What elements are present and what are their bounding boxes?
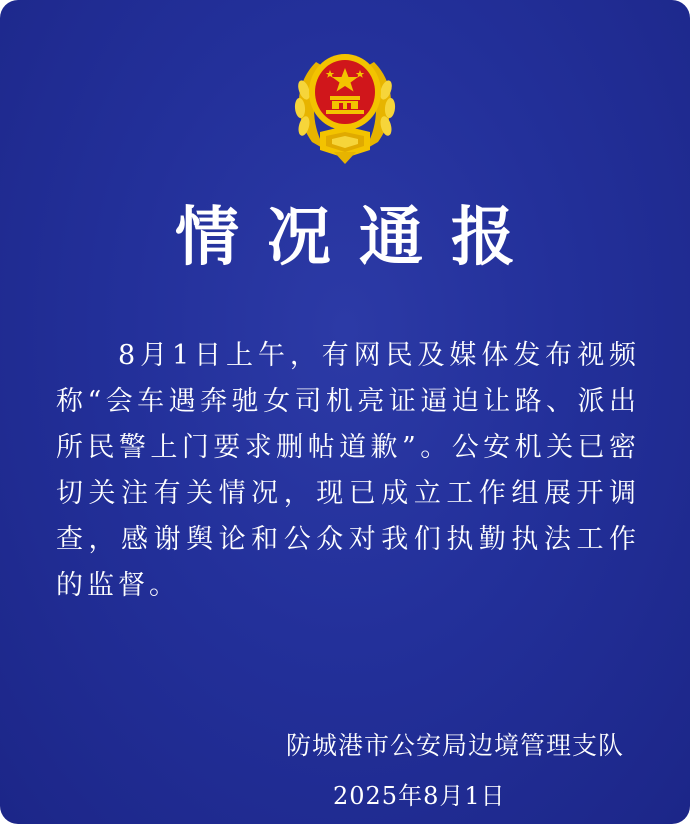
notice-body: 8月1日上午，有网民及媒体发布视频称“会车遇奔驰女司机亮证逼迫让路、派出所民警上门要求删帖道歉”。公安机关已密切关注有关情况，现已成立工作组展开调查，感谢舆论和公众对我们执勤执法工作的监督。 (56, 340, 640, 601)
police-emblem-icon (286, 46, 404, 168)
issue-date: 2025年8月1日 (333, 782, 506, 810)
issuing-authority: 防城港市公安局边境管理支队 (285, 731, 624, 760)
notice-title: 情况通报 (175, 200, 543, 275)
